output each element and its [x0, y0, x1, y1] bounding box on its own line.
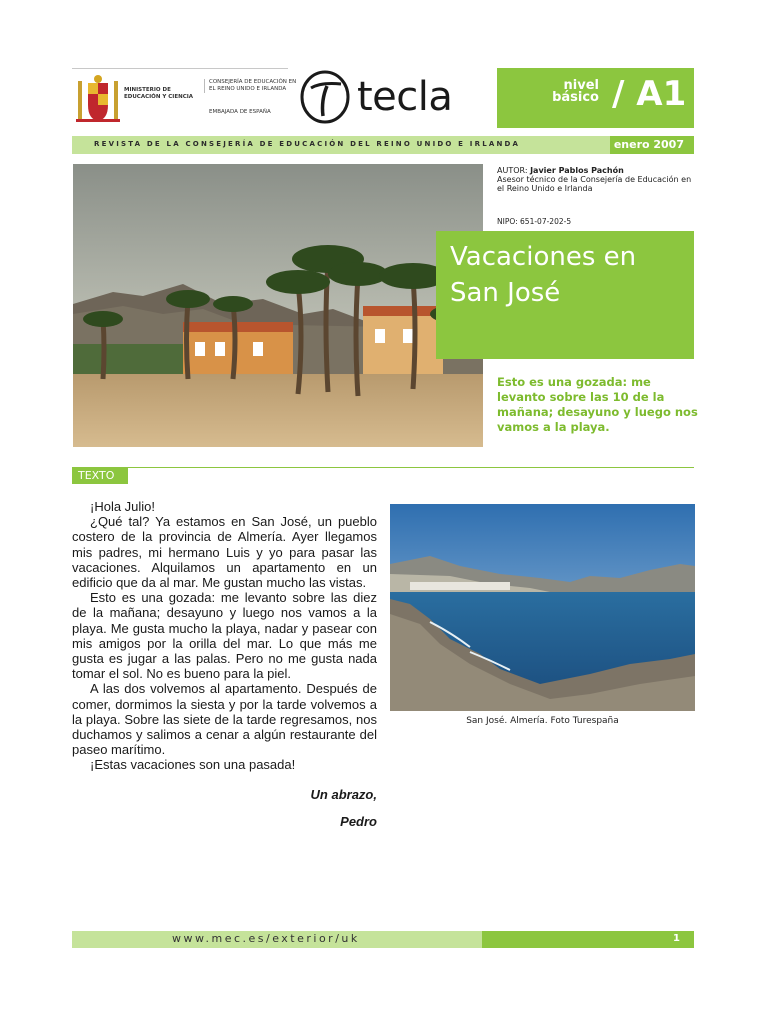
paragraph: ¡Estas vacaciones son una pasada! [90, 757, 296, 773]
paragraph: Esto es una gozada: me levanto sobre las diez de la mañana; desayuno y luego nos vamos a la playa. Me gusta mucho la playa, nadar y pasear con mis amigos por la orilla del mar. Lo que más me gusta es jugar a las palas. Pero no me gusta nada tomar el sol. No es bueno para la piel. [72, 590, 377, 682]
pull-quote: Esto es una gozada: me levanto sobre las 10 de la mañana; desayuno y luego nos vamos a la playa. [497, 375, 698, 434]
coat-of-arms-icon [76, 75, 120, 125]
subtitle-bar [72, 136, 694, 154]
ministry-name: MINISTERIO DE EDUCACIÓN Y CIENCIA [124, 87, 194, 100]
signature: Pedro [340, 813, 377, 829]
tecla-logo-icon [297, 68, 353, 124]
closing: Un abrazo, [310, 786, 377, 802]
section-label: TEXTO [72, 468, 128, 484]
article-body [72, 499, 377, 829]
level-label: nivel básico [552, 78, 599, 105]
beach-palms-photo [73, 164, 483, 447]
footer-bar [72, 931, 694, 948]
consejeria-name: CONSEJERÍA DE EDUCACIÓN EN EL REINO UNIDO E IRLANDA [204, 79, 299, 93]
paragraph: ¿Qué tal? Ya estamos en San José, un pueblo costero de la provincia de Almería. Ayer llegamos mis padres, mi hermano Luis y yo para pasar las vacaciones. Alquilamos un apartamento en un edificio que da al mar. Me gustan mucho las vistas. [72, 514, 377, 591]
title-box [436, 231, 694, 359]
embajada-name: EMBAJADA DE ESPAÑA [209, 109, 271, 115]
level-code: / A1 [612, 74, 687, 114]
level-badge [497, 68, 694, 128]
author-label: AUTOR: [497, 166, 528, 175]
coast-photo [390, 504, 695, 711]
photo-caption: San José. Almería. Foto Turespaña [466, 716, 619, 726]
nipo-code: NIPO: 651-07-202-5 [497, 217, 572, 226]
issue-date: enero 2007 [613, 138, 684, 151]
author-name: Javier Pablos Pachón [530, 166, 624, 175]
page-number: 1 [673, 933, 680, 944]
magazine-name: tecla [357, 74, 453, 120]
footer-url-link[interactable]: www.mec.es/exterior/uk [172, 932, 360, 945]
ministry-logo-block [72, 68, 297, 129]
page-number-box [482, 931, 694, 948]
section-divider [72, 467, 694, 468]
paragraph: A las dos volvemos al apartamento. Después de comer, dormimos la siesta y por la tarde volvemos a la playa. Sobre las siete de la tarde regresamos, nos duchamos y salimos a cenar a algún restaurante del paseo marítimo. [72, 681, 377, 758]
article-title: Vacaciones en San José [450, 242, 637, 308]
paragraph: ¡Hola Julio! [90, 499, 156, 514]
magazine-subtitle: REVISTA DE LA CONSEJERÍA DE EDUCACIÓN DEL REINO UNIDO E IRLANDA [94, 140, 521, 148]
date-box [610, 136, 694, 154]
author-block [497, 166, 697, 193]
author-role: Asesor técnico de la Consejería de Educación en el Reino Unido e Irlanda [497, 175, 692, 193]
